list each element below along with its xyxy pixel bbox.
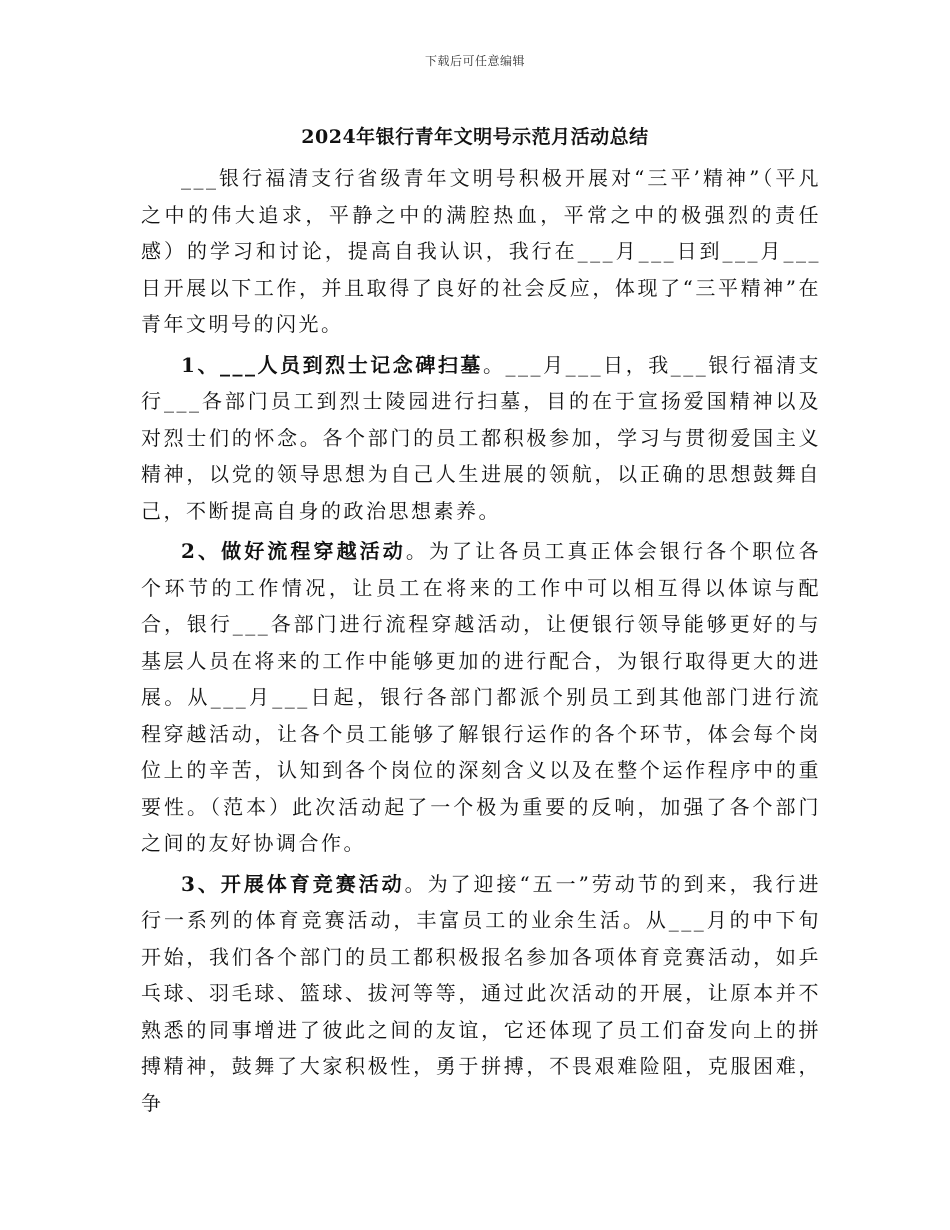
paragraph-text: 。为了迎接“五一”劳动节的到来，我行进行一系列的体育竞赛活动，丰富员工的业余生活。从___月的中下旬开始，我们各个部门的员工都积极报名参加各项体育竞赛活动，如乒乓球、羽毛球、篮球、拔河等等，通过此次活动的开展，让原本并不熟悉的同事增进了彼此之间的友谊，它还体现了员工们奋发向上的拼搏精神，鼓舞了大家积极性，勇于拼搏，不畏艰难险阻，克服困难，争 [141,871,821,1115]
header-note: 下载后可任意编辑 [424,54,525,68]
document-title: 2024年银行青年文明号示范月活动总结 [301,126,649,148]
paragraph-text: 。___月___日，我___银行福清支行___各部门员工到烈士陵园进行扫墓，目的在于宣扬爱国精神以及对烈士们的怀念。各个部门的员工都积极参加，学习与贯彻爱国主义精神，以党的领导思想为自己人生进展的领航，以正确的思想鼓舞自己，不断提高自身的政治思想素养。 [141,352,822,523]
paragraph-text: 。为了让各员工真正体会银行各个职位各个环节的工作情况，让员工在将来的工作中可以相互得以体谅与配合，银行___各部门进行流程穿越活动，让便银行领导能够更好的与基层人员在将来的工作中能够更加的进行配合，为银行取得更大的进展。从___月___日起，银行各部门都派个别员工到其他部门进行流程穿越活动，让各个员工能够了解银行运作的各个环节，体会每个岗位上的辛苦，认知到各个岗位的深刻含义以及在整个运作程序中的重要性。（范本）此次活动起了一个极为重要的反响，加强了各个部门之间的友好协调合作。 [141,539,821,855]
paragraph-item-1 [141,347,821,530]
paragraph-intro [141,160,821,343]
paragraph-lead: 2、做好流程穿越活动 [181,539,406,563]
document-body [141,160,821,1125]
paragraph-lead: 1、___人员到烈士记念碑扫墓 [181,352,483,377]
paragraph-lead: 3、开展体育竞赛活动 [181,871,405,896]
paragraph-item-3 [141,866,821,1122]
paragraph-item-2 [141,533,821,862]
paragraph-text: ___银行福清支行省级青年文明号积极开展对“三平’精神”（平凡之中的伟大追求，平静之中的满腔热血，平常之中的极强烈的责任感）的学习和讨论，提高自我认识，我行在___月___日到___月___日开展以下工作，并且取得了良好的社会反应，体现了“三平精神”在青年文明号的闪光。 [141,166,821,336]
